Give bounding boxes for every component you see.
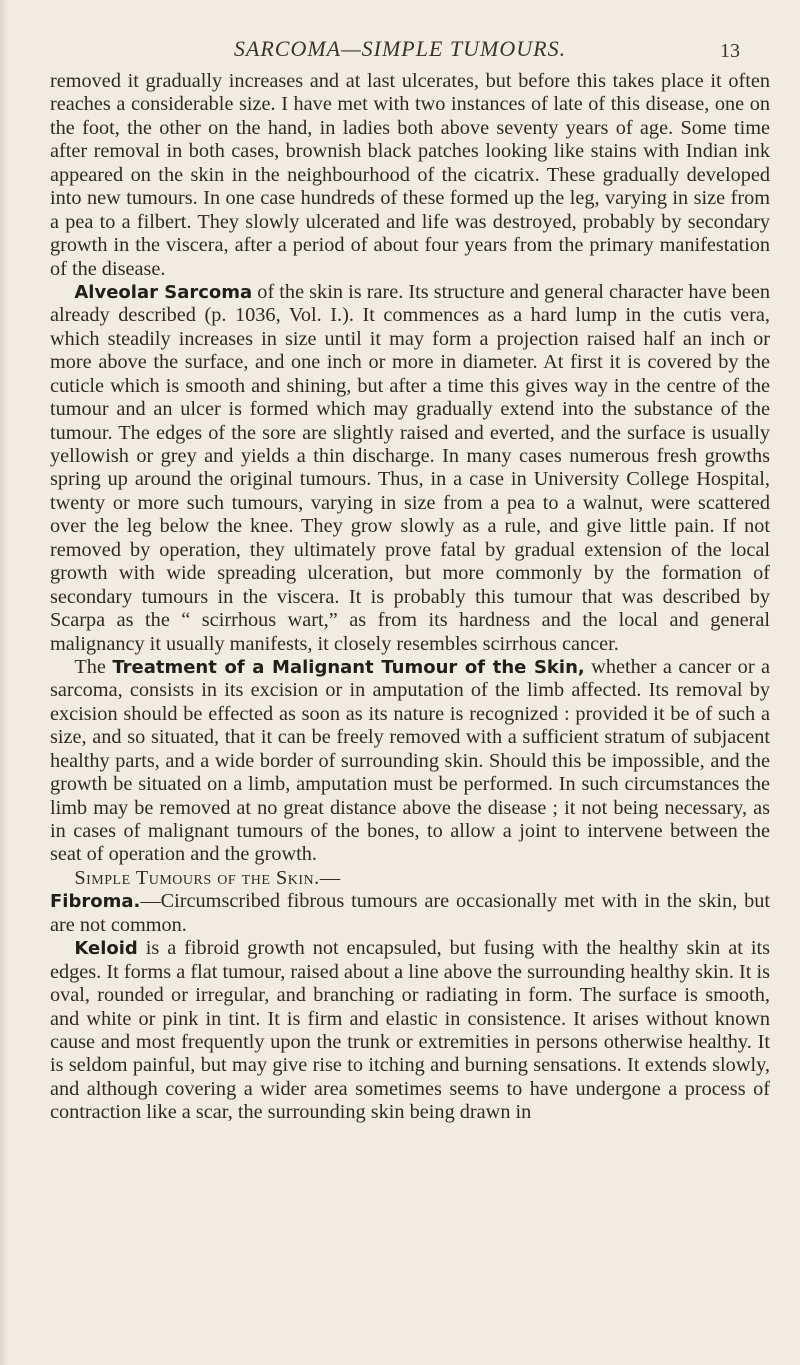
alveolar-sarcoma-text: of the skin is rare. Its structure and general character have been already described (p. 1036, Vol. I.). It commences as a hard lump in the cutis vera, which steadily increases in size until it may form a projection raised half an inch or more above the surface, and one inch or more in diameter. At first it is covered by the cuticle which is smooth and shining, but after a time this gives way in the centre of the tumour and an ulcer is formed which may gradually extend into the substance of the tumour. The edges of the sore are slightly raised and everted, and the surface is usually yellowish or grey and yields a thin discharge. In many cases numerous fresh growths spring up around the original tumours. Thus, in a case in University College Hospital, twenty or more such tumours, varying in size from a pea to a walnut, were scattered over the leg below the knee. They grow slowly as a rule, and give little pain. If not removed by operation, they ultimately prove fatal by gradual extension of the local growth with wide spreading ulceration, but more commonly by the formation of secondary tumours in the viscera. It is probably this tumour that was described by Scarpa as the “ scirrhous wart,” as from its hardness and the local and general malignancy it usually manifests, it closely resembles scirrhous cancer. bbox=[50, 280, 771, 655]
alveolar-sarcoma-heading: Alveolar Sarcoma bbox=[74, 281, 253, 303]
paragraph-fibroma bbox=[50, 890, 770, 937]
body-text bbox=[50, 70, 770, 1125]
paragraph-alveolar-sarcoma bbox=[50, 281, 770, 656]
simple-tumours-heading: Simple Tumours of the Skin.— bbox=[74, 866, 341, 889]
running-head: SARCOMA—SIMPLE TUMOURS. bbox=[233, 36, 567, 61]
paragraph-continuation: removed it gradually increases and at last ulcerates, but before this takes place it often reaches a considerable size. I have met with two instances of late of this disease, one on the foot, the other on the hand, in ladies both above seventy years of age. Some time after removal in both cases, brownish black patches looking like stains with Indian ink appeared on the skin in the neighbourhood of the cicatrix. These gradually developed into new tumours. In one case hundreds of these formed up the leg, varying in size from a pea to a filbert. They slowly ulcerated and life was destroyed, probably by secondary growth in the viscera, after a period of about four years from the primary manifestation of the disease. bbox=[50, 70, 770, 280]
treatment-text: whether a cancer or a sarcoma, consists in its excision or in amputation of the limb affected. Its removal by excision should be effected as soon as its nature is recognized : provided it be of such a size, and so situated, that it can be freely removed with a sufficient stratum of subjacent healthy parts, and a wide border of surrounding skin. Should this be impossible, and the growth be situated on a limb, amputation must be performed. In such circumstances the limb may be removed at no great distance above the disease ; it not being necessary, as in cases of malignant tumours of the bones, to allow a joint to intervene between the seat of operation and the growth. bbox=[50, 655, 771, 866]
treatment-heading: Treatment of a Malignant Tumour of the Skin, bbox=[112, 656, 585, 678]
keloid-text: is a fibroid growth not encapsuled, but fusing with the healthy skin at its edges. It forms a flat tumour, raised about a line above the surrounding healthy skin. It is oval, rounded or irregular, and branching or radiating in form. The surface is smooth, and white or pink in tint. It is firm and elastic in consistence. It arises without known cause and most frequently upon the trunk or extremities in persons otherwise healthy. It is seldom painful, but may give rise to itching and burning sensations. It extends slowly, and although covering a wider area sometimes seems to have undergone a process of contraction like a scar, the surrounding skin being drawn in bbox=[50, 937, 770, 1124]
paragraph-treatment bbox=[50, 656, 770, 867]
page-gutter-shadow bbox=[0, 0, 8, 1365]
page-number: 13 bbox=[720, 40, 740, 62]
paragraph-keloid bbox=[50, 937, 770, 1125]
fibroma-text: —Circumscribed fibrous tumours are occasionally met with in the skin, but are not common. bbox=[50, 890, 770, 936]
section-heading-simple-tumours bbox=[50, 867, 770, 890]
keloid-heading: Keloid bbox=[74, 938, 138, 960]
treatment-prefix: The bbox=[74, 655, 106, 678]
fibroma-heading: Fibroma. bbox=[50, 891, 141, 913]
